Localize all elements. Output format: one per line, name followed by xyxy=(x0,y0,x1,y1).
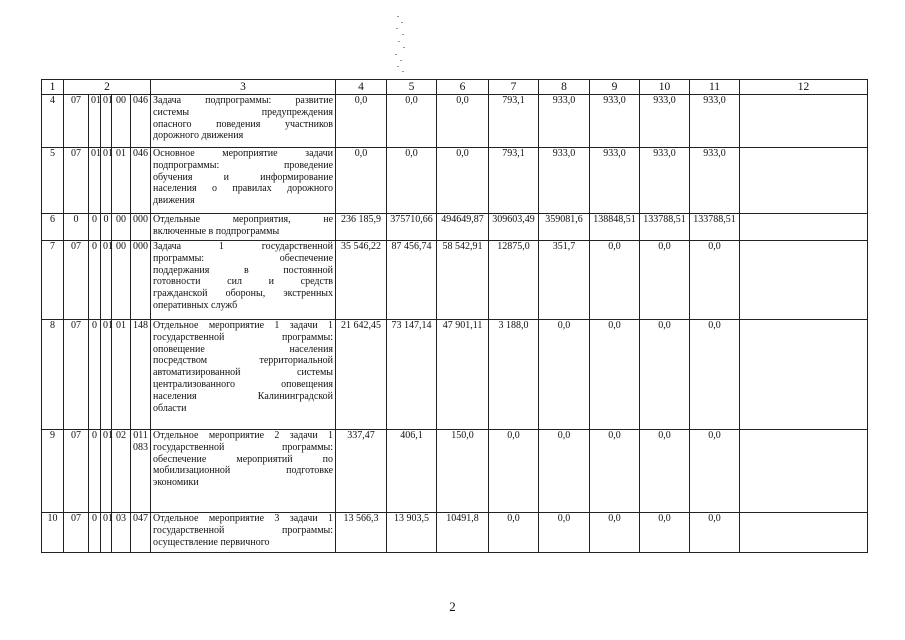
row-number-cell: 9 xyxy=(42,430,64,513)
description-line: обеспечение мероприятий по xyxy=(153,453,334,465)
code-cell: 03 xyxy=(112,513,131,553)
header-cell: 6 xyxy=(437,80,489,95)
row-number-cell: 4 xyxy=(42,95,64,148)
value-cell: 933,0 xyxy=(590,148,640,214)
description-cell xyxy=(151,214,336,241)
code-cell: 07 xyxy=(64,513,89,553)
value-cell: 793,1 xyxy=(489,148,539,214)
description-cell xyxy=(151,241,336,320)
value-cell: 0,0 xyxy=(690,430,740,513)
value-cell: 0,0 xyxy=(387,95,437,148)
header-cell: 9 xyxy=(590,80,640,95)
notes-cell xyxy=(740,320,868,430)
value-cell: 236 185,9 xyxy=(336,214,387,241)
description-line: населения о правилах дорожного xyxy=(153,183,334,195)
table-row xyxy=(42,241,868,320)
value-cell: 793,1 xyxy=(489,95,539,148)
notes-cell xyxy=(740,148,868,214)
code-cell: 148 xyxy=(131,320,151,430)
scan-artifact xyxy=(393,14,407,74)
description-cell xyxy=(151,148,336,214)
description-cell xyxy=(151,95,336,148)
description-line: населения Калининградской xyxy=(153,390,334,402)
header-cell: 5 xyxy=(387,80,437,95)
code-cell: 00 xyxy=(112,214,131,241)
value-cell: 3 188,0 xyxy=(489,320,539,430)
value-cell: 0,0 xyxy=(690,513,740,553)
value-cell: 47 901,11 xyxy=(437,320,489,430)
code-cell: 07 xyxy=(64,241,89,320)
code-cell: 01 xyxy=(101,513,112,553)
page-number: 2 xyxy=(449,599,456,614)
description-line: Задача 1 государственной xyxy=(153,241,334,252)
value-cell: 138848,51 xyxy=(590,214,640,241)
code-cell: 047 xyxy=(131,513,151,553)
value-cell: 0,0 xyxy=(539,513,590,553)
value-cell: 406,1 xyxy=(387,430,437,513)
value-cell: 0,0 xyxy=(437,148,489,214)
value-cell: 13 903,5 xyxy=(387,513,437,553)
table-row xyxy=(42,320,868,430)
value-cell: 0,0 xyxy=(590,513,640,553)
header-cell: 1 xyxy=(42,80,64,95)
code-cell: 0 xyxy=(89,320,101,430)
description-cell xyxy=(151,430,336,513)
description-line: оповещение населения xyxy=(153,343,334,355)
header-cell: 10 xyxy=(640,80,690,95)
code-cell: 01 xyxy=(101,320,112,430)
row-number-cell: 5 xyxy=(42,148,64,214)
value-cell: 933,0 xyxy=(690,148,740,214)
description-line: централизованного оповещения xyxy=(153,378,334,390)
value-cell: 494649,87 xyxy=(437,214,489,241)
table-row xyxy=(42,95,868,148)
table-row xyxy=(42,430,868,513)
value-cell: 0,0 xyxy=(590,430,640,513)
value-cell: 0,0 xyxy=(690,241,740,320)
description-line: Основное мероприятие задачи xyxy=(153,148,334,159)
code-cell: 000 xyxy=(131,214,151,241)
value-cell: 21 642,45 xyxy=(336,320,387,430)
description-line: гражданской обороны, экстренных xyxy=(153,288,334,300)
value-cell: 0,0 xyxy=(640,320,690,430)
description-line: включенные в подпрограммы xyxy=(153,225,280,237)
value-cell: 375710,66 xyxy=(387,214,437,241)
description-line: Отдельное мероприятие 2 задачи 1 xyxy=(153,430,334,441)
code-cell: 01 xyxy=(101,95,112,148)
description-line: Задача подпрограммы: развитие xyxy=(153,95,334,106)
value-cell: 0,0 xyxy=(640,430,690,513)
row-number-cell: 10 xyxy=(42,513,64,553)
value-cell: 933,0 xyxy=(640,148,690,214)
value-cell: 0,0 xyxy=(489,430,539,513)
notes-cell xyxy=(740,430,868,513)
code-cell: 046 xyxy=(131,148,151,214)
description-line: обучения и информирование xyxy=(153,171,334,183)
table-row xyxy=(42,148,868,214)
description-line: экономики xyxy=(153,477,199,489)
value-cell: 58 542,91 xyxy=(437,241,489,320)
code-cell: 0 xyxy=(89,214,101,241)
code-cell: 000 xyxy=(131,241,151,320)
value-cell: 13 566,3 xyxy=(336,513,387,553)
value-cell: 359081,6 xyxy=(539,214,590,241)
row-number-cell: 7 xyxy=(42,241,64,320)
value-cell: 12875,0 xyxy=(489,241,539,320)
table-row xyxy=(42,214,868,241)
code-cell: 01 xyxy=(101,430,112,513)
description-line: государственной программы: xyxy=(153,331,334,343)
value-cell: 0,0 xyxy=(590,241,640,320)
notes-cell xyxy=(740,214,868,241)
value-cell: 351,7 xyxy=(539,241,590,320)
header-cell: 3 xyxy=(151,80,336,95)
code-cell: 07 xyxy=(64,148,89,214)
code-cell: 01 xyxy=(101,241,112,320)
notes-cell xyxy=(740,513,868,553)
code-cell: 0 xyxy=(89,430,101,513)
description-line: дорожного движения xyxy=(153,130,244,142)
code-cell: 00 xyxy=(112,241,131,320)
description-line: программы: обеспечение xyxy=(153,252,334,264)
description-line: государственной программы: xyxy=(153,524,334,536)
code-cell: 0 xyxy=(89,241,101,320)
code-cell: 01 xyxy=(89,95,101,148)
value-cell: 0,0 xyxy=(640,513,690,553)
value-cell: 0,0 xyxy=(539,320,590,430)
code-cell: 046 xyxy=(131,95,151,148)
code-cell: 0 xyxy=(101,214,112,241)
code-cell: 011 083 xyxy=(131,430,151,513)
description-line: опасного поведения участников xyxy=(153,118,334,130)
code-cell: 01 xyxy=(89,148,101,214)
description-line: Отдельное мероприятие 3 задачи 1 xyxy=(153,513,334,524)
value-cell: 337,47 xyxy=(336,430,387,513)
table-row xyxy=(42,513,868,553)
header-cell: 7 xyxy=(489,80,539,95)
description-line: государственной программы: xyxy=(153,441,334,453)
value-cell: 133788,51 xyxy=(690,214,740,241)
row-number-cell: 6 xyxy=(42,214,64,241)
value-cell: 0,0 xyxy=(590,320,640,430)
description-line: поддержания в постоянной xyxy=(153,264,334,276)
value-cell: 150,0 xyxy=(437,430,489,513)
description-cell xyxy=(151,320,336,430)
value-cell: 0,0 xyxy=(539,430,590,513)
code-cell: 01 xyxy=(112,320,131,430)
value-cell: 73 147,14 xyxy=(387,320,437,430)
row-number-cell: 8 xyxy=(42,320,64,430)
value-cell: 933,0 xyxy=(539,148,590,214)
value-cell: 933,0 xyxy=(590,95,640,148)
description-line: мобилизационной подготовке xyxy=(153,465,334,477)
value-cell: 933,0 xyxy=(539,95,590,148)
code-cell: 07 xyxy=(64,320,89,430)
value-cell: 0,0 xyxy=(336,148,387,214)
code-cell: 0 xyxy=(89,513,101,553)
value-cell: 0,0 xyxy=(640,241,690,320)
value-cell: 309603,49 xyxy=(489,214,539,241)
description-line: Отдельное мероприятие 1 задачи 1 xyxy=(153,320,334,331)
description-line: осуществление первичного xyxy=(153,536,270,548)
notes-cell xyxy=(740,95,868,148)
code-cell: 07 xyxy=(64,430,89,513)
value-cell: 0,0 xyxy=(437,95,489,148)
description-line: системы предупреждения xyxy=(153,106,334,118)
description-cell xyxy=(151,513,336,553)
code-cell: 01 xyxy=(101,148,112,214)
header-row xyxy=(42,80,868,95)
notes-cell xyxy=(740,241,868,320)
code-cell: 00 xyxy=(112,95,131,148)
description-line: движения xyxy=(153,195,195,207)
header-cell: 4 xyxy=(336,80,387,95)
code-cell: 0 xyxy=(64,214,89,241)
description-line: области xyxy=(153,402,187,414)
code-cell: 07 xyxy=(64,95,89,148)
description-line: оперативных служб xyxy=(153,299,238,311)
value-cell: 933,0 xyxy=(690,95,740,148)
value-cell: 35 546,22 xyxy=(336,241,387,320)
header-cell: 8 xyxy=(539,80,590,95)
header-cell: 2 xyxy=(64,80,151,95)
description-line: автоматизированной системы xyxy=(153,367,334,379)
code-cell: 02 xyxy=(112,430,131,513)
value-cell: 0,0 xyxy=(336,95,387,148)
value-cell: 87 456,74 xyxy=(387,241,437,320)
value-cell: 0,0 xyxy=(387,148,437,214)
value-cell: 933,0 xyxy=(640,95,690,148)
description-line: подпрограммы: проведение xyxy=(153,159,334,171)
value-cell: 0,0 xyxy=(489,513,539,553)
description-line: Отдельные мероприятия, не xyxy=(153,214,334,225)
value-cell: 133788,51 xyxy=(640,214,690,241)
budget-table xyxy=(41,79,868,553)
value-cell: 10491,8 xyxy=(437,513,489,553)
description-line: посредством территориальной xyxy=(153,355,334,367)
header-cell: 11 xyxy=(690,80,740,95)
value-cell: 0,0 xyxy=(690,320,740,430)
description-line: готовности сил и средств xyxy=(153,276,334,288)
header-cell: 12 xyxy=(740,80,868,95)
code-cell: 01 xyxy=(112,148,131,214)
